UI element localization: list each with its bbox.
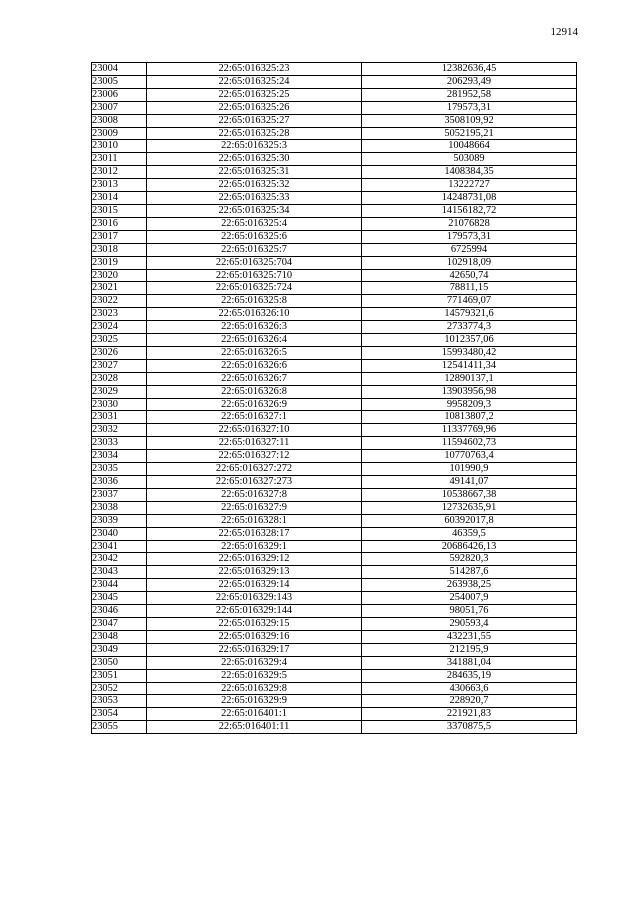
cadastral-number-cell: 22:65:016325:6: [147, 230, 362, 243]
table-row: [92, 540, 577, 553]
cadastral-number-cell: 22:65:016329:16: [147, 630, 362, 643]
table-row: [92, 217, 577, 230]
table-row: [92, 75, 577, 88]
table-row: [92, 63, 577, 76]
value-cell: 341881,04: [362, 656, 577, 669]
value-cell: 592820,3: [362, 553, 577, 566]
table-row: [92, 721, 577, 734]
value-cell: 12890137,1: [362, 372, 577, 385]
table-row: [92, 321, 577, 334]
table-row: [92, 566, 577, 579]
cadastral-number-cell: 22:65:016325:30: [147, 153, 362, 166]
row-number-cell: 23053: [92, 695, 147, 708]
table-row: [92, 269, 577, 282]
row-number-cell: 23052: [92, 682, 147, 695]
value-cell: 20686426,13: [362, 540, 577, 553]
value-cell: 98051,76: [362, 605, 577, 618]
table-row: [92, 166, 577, 179]
row-number-cell: 23051: [92, 669, 147, 682]
value-cell: 290593,4: [362, 617, 577, 630]
row-number-cell: 23049: [92, 643, 147, 656]
cadastral-number-cell: 22:65:016329:144: [147, 605, 362, 618]
table-row: [92, 476, 577, 489]
value-cell: 1408384,35: [362, 166, 577, 179]
cadastral-number-cell: 22:65:016327:8: [147, 488, 362, 501]
value-cell: 3508109,92: [362, 114, 577, 127]
cadastral-number-cell: 22:65:016329:4: [147, 656, 362, 669]
row-number-cell: 23054: [92, 708, 147, 721]
row-number-cell: 23011: [92, 153, 147, 166]
table-row: [92, 256, 577, 269]
cadastral-number-cell: 22:65:016329:9: [147, 695, 362, 708]
value-cell: 432231,55: [362, 630, 577, 643]
table-row: [92, 605, 577, 618]
registry-table-body: [92, 63, 577, 734]
cadastral-number-cell: 22:65:016326:5: [147, 346, 362, 359]
table-row: [92, 101, 577, 114]
table-row: [92, 682, 577, 695]
value-cell: 10048664: [362, 140, 577, 153]
cadastral-number-cell: 22:65:016325:724: [147, 282, 362, 295]
value-cell: 6725994: [362, 243, 577, 256]
cadastral-number-cell: 22:65:016327:9: [147, 501, 362, 514]
cadastral-number-cell: 22:65:016329:5: [147, 669, 362, 682]
table-row: [92, 424, 577, 437]
cadastral-number-cell: 22:65:016329:13: [147, 566, 362, 579]
value-cell: 11594602,73: [362, 437, 577, 450]
table-row: [92, 153, 577, 166]
row-number-cell: 23038: [92, 501, 147, 514]
table-row: [92, 437, 577, 450]
cadastral-number-cell: 22:65:016329:1: [147, 540, 362, 553]
value-cell: 221921,83: [362, 708, 577, 721]
table-row: [92, 127, 577, 140]
cadastral-number-cell: 22:65:016329:143: [147, 592, 362, 605]
table-row: [92, 282, 577, 295]
row-number-cell: 23047: [92, 617, 147, 630]
cadastral-number-cell: 22:65:016327:10: [147, 424, 362, 437]
table-row: [92, 695, 577, 708]
table-row: [92, 553, 577, 566]
row-number-cell: 23033: [92, 437, 147, 450]
row-number-cell: 23010: [92, 140, 147, 153]
table-row: [92, 295, 577, 308]
value-cell: 11337769,96: [362, 424, 577, 437]
row-number-cell: 23029: [92, 385, 147, 398]
value-cell: 10770763,4: [362, 450, 577, 463]
cadastral-number-cell: 22:65:016327:272: [147, 463, 362, 476]
cadastral-number-cell: 22:65:016326:6: [147, 359, 362, 372]
cadastral-number-cell: 22:65:016325:7: [147, 243, 362, 256]
value-cell: 212195,9: [362, 643, 577, 656]
table-row: [92, 385, 577, 398]
value-cell: 13222727: [362, 179, 577, 192]
value-cell: 3370875,5: [362, 721, 577, 734]
cadastral-number-cell: 22:65:016327:11: [147, 437, 362, 450]
table-row: [92, 230, 577, 243]
value-cell: 179573,31: [362, 101, 577, 114]
cadastral-number-cell: 22:65:016326:4: [147, 334, 362, 347]
table-row: [92, 617, 577, 630]
table-row: [92, 643, 577, 656]
value-cell: 430663,6: [362, 682, 577, 695]
row-number-cell: 23024: [92, 321, 147, 334]
value-cell: 771469,07: [362, 295, 577, 308]
value-cell: 10538667,38: [362, 488, 577, 501]
value-cell: 263938,25: [362, 579, 577, 592]
value-cell: 101990,9: [362, 463, 577, 476]
table-row: [92, 243, 577, 256]
table-row: [92, 334, 577, 347]
row-number-cell: 23037: [92, 488, 147, 501]
table-row: [92, 463, 577, 476]
row-number-cell: 23016: [92, 217, 147, 230]
row-number-cell: 23035: [92, 463, 147, 476]
page-number: 12914: [550, 26, 578, 38]
table-row: [92, 346, 577, 359]
value-cell: 14248731,08: [362, 192, 577, 205]
table-row: [92, 359, 577, 372]
cadastral-number-cell: 22:65:016326:3: [147, 321, 362, 334]
cadastral-number-cell: 22:65:016401:1: [147, 708, 362, 721]
table-row: [92, 411, 577, 424]
cadastral-number-cell: 22:65:016326:9: [147, 398, 362, 411]
cadastral-number-cell: 22:65:016325:710: [147, 269, 362, 282]
row-number-cell: 23043: [92, 566, 147, 579]
row-number-cell: 23048: [92, 630, 147, 643]
row-number-cell: 23008: [92, 114, 147, 127]
cadastral-number-cell: 22:65:016327:1: [147, 411, 362, 424]
value-cell: 5052195,21: [362, 127, 577, 140]
table-row: [92, 579, 577, 592]
row-number-cell: 23034: [92, 450, 147, 463]
row-number-cell: 23021: [92, 282, 147, 295]
table-row: [92, 514, 577, 527]
value-cell: 9958209,3: [362, 398, 577, 411]
cadastral-number-cell: 22:65:016329:15: [147, 617, 362, 630]
row-number-cell: 23015: [92, 204, 147, 217]
table-row: [92, 88, 577, 101]
row-number-cell: 23022: [92, 295, 147, 308]
value-cell: 46359,5: [362, 527, 577, 540]
table-row: [92, 501, 577, 514]
cadastral-number-cell: 22:65:016325:28: [147, 127, 362, 140]
cadastral-number-cell: 22:65:016325:4: [147, 217, 362, 230]
cadastral-number-cell: 22:65:016325:25: [147, 88, 362, 101]
registry-table: [91, 62, 577, 734]
value-cell: 228920,7: [362, 695, 577, 708]
row-number-cell: 23026: [92, 346, 147, 359]
row-number-cell: 23044: [92, 579, 147, 592]
row-number-cell: 23055: [92, 721, 147, 734]
value-cell: 15993480,42: [362, 346, 577, 359]
value-cell: 281952,58: [362, 88, 577, 101]
value-cell: 14579321,6: [362, 308, 577, 321]
table-row: [92, 204, 577, 217]
value-cell: 12732635,91: [362, 501, 577, 514]
cadastral-number-cell: 22:65:016329:8: [147, 682, 362, 695]
value-cell: 206293,49: [362, 75, 577, 88]
row-number-cell: 23046: [92, 605, 147, 618]
cadastral-number-cell: 22:65:016328:1: [147, 514, 362, 527]
row-number-cell: 23023: [92, 308, 147, 321]
row-number-cell: 23014: [92, 192, 147, 205]
table-row: [92, 192, 577, 205]
cadastral-number-cell: 22:65:016327:273: [147, 476, 362, 489]
value-cell: 179573,31: [362, 230, 577, 243]
value-cell: 42650,74: [362, 269, 577, 282]
cadastral-number-cell: 22:65:016327:12: [147, 450, 362, 463]
value-cell: 12541411,34: [362, 359, 577, 372]
value-cell: 10813807,2: [362, 411, 577, 424]
cadastral-number-cell: 22:65:016326:10: [147, 308, 362, 321]
row-number-cell: 23042: [92, 553, 147, 566]
cadastral-number-cell: 22:65:016325:27: [147, 114, 362, 127]
cadastral-number-cell: 22:65:016325:704: [147, 256, 362, 269]
table-row: [92, 630, 577, 643]
table-row: [92, 592, 577, 605]
value-cell: 60392017,8: [362, 514, 577, 527]
cadastral-number-cell: 22:65:016325:26: [147, 101, 362, 114]
row-number-cell: 23004: [92, 63, 147, 76]
row-number-cell: 23019: [92, 256, 147, 269]
cadastral-number-cell: 22:65:016326:7: [147, 372, 362, 385]
value-cell: 1012357,06: [362, 334, 577, 347]
row-number-cell: 23039: [92, 514, 147, 527]
row-number-cell: 23007: [92, 101, 147, 114]
row-number-cell: 23012: [92, 166, 147, 179]
row-number-cell: 23031: [92, 411, 147, 424]
table-row: [92, 656, 577, 669]
row-number-cell: 23032: [92, 424, 147, 437]
value-cell: 254007,9: [362, 592, 577, 605]
table-row: [92, 708, 577, 721]
value-cell: 14156182,72: [362, 204, 577, 217]
value-cell: 102918,09: [362, 256, 577, 269]
cadastral-number-cell: 22:65:016325:23: [147, 63, 362, 76]
cadastral-number-cell: 22:65:016329:14: [147, 579, 362, 592]
value-cell: 49141,07: [362, 476, 577, 489]
row-number-cell: 23030: [92, 398, 147, 411]
table-row: [92, 140, 577, 153]
cadastral-number-cell: 22:65:016325:31: [147, 166, 362, 179]
cadastral-number-cell: 22:65:016325:3: [147, 140, 362, 153]
table-row: [92, 450, 577, 463]
table-row: [92, 527, 577, 540]
value-cell: 514287,6: [362, 566, 577, 579]
table-row: [92, 488, 577, 501]
value-cell: 13903956,98: [362, 385, 577, 398]
row-number-cell: 23041: [92, 540, 147, 553]
row-number-cell: 23025: [92, 334, 147, 347]
row-number-cell: 23045: [92, 592, 147, 605]
row-number-cell: 23009: [92, 127, 147, 140]
row-number-cell: 23013: [92, 179, 147, 192]
table-row: [92, 398, 577, 411]
row-number-cell: 23036: [92, 476, 147, 489]
table-row: [92, 179, 577, 192]
row-number-cell: 23017: [92, 230, 147, 243]
value-cell: 78811,15: [362, 282, 577, 295]
row-number-cell: 23028: [92, 372, 147, 385]
cadastral-number-cell: 22:65:016325:32: [147, 179, 362, 192]
table-row: [92, 308, 577, 321]
value-cell: 2733774,3: [362, 321, 577, 334]
cadastral-number-cell: 22:65:016326:8: [147, 385, 362, 398]
cadastral-number-cell: 22:65:016325:33: [147, 192, 362, 205]
row-number-cell: 23027: [92, 359, 147, 372]
cadastral-number-cell: 22:65:016328:17: [147, 527, 362, 540]
table-row: [92, 114, 577, 127]
cadastral-number-cell: 22:65:016325:8: [147, 295, 362, 308]
cadastral-number-cell: 22:65:016401:11: [147, 721, 362, 734]
table-row: [92, 669, 577, 682]
value-cell: 21076828: [362, 217, 577, 230]
cadastral-number-cell: 22:65:016329:17: [147, 643, 362, 656]
row-number-cell: 23005: [92, 75, 147, 88]
cadastral-number-cell: 22:65:016325:24: [147, 75, 362, 88]
row-number-cell: 23006: [92, 88, 147, 101]
value-cell: 12382636,45: [362, 63, 577, 76]
table-row: [92, 372, 577, 385]
cadastral-number-cell: 22:65:016325:34: [147, 204, 362, 217]
row-number-cell: 23050: [92, 656, 147, 669]
row-number-cell: 23018: [92, 243, 147, 256]
row-number-cell: 23020: [92, 269, 147, 282]
value-cell: 503089: [362, 153, 577, 166]
row-number-cell: 23040: [92, 527, 147, 540]
cadastral-number-cell: 22:65:016329:12: [147, 553, 362, 566]
value-cell: 284635,19: [362, 669, 577, 682]
